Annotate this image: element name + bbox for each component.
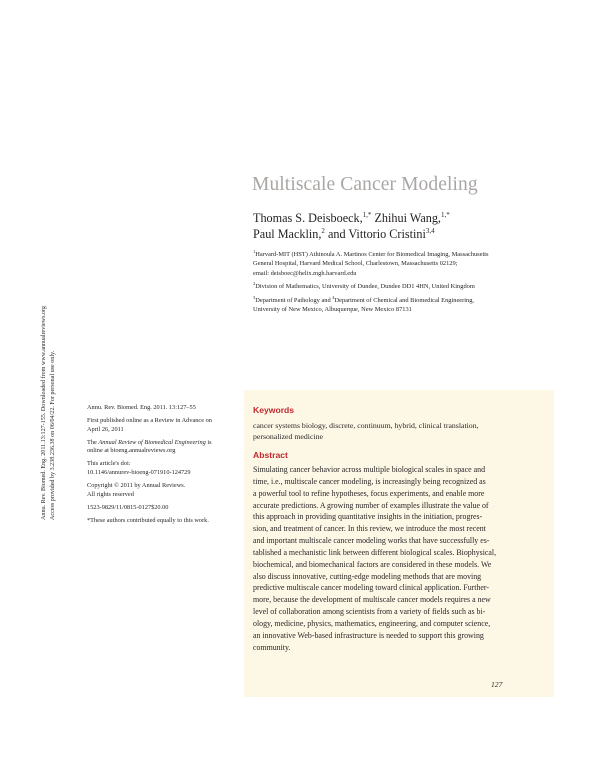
published-date: April 26, 2011 [87,425,124,433]
affiliation-text: Department of Pathology and [255,296,333,304]
issn: 1523-9829/11/0815-0127$20.00 [87,503,169,511]
affiliation-text: Department of Chemical and Biomedical Engineering, [334,296,475,304]
author-name: Thomas S. Deisboeck, [253,211,363,225]
article-info-sidebar [87,404,237,530]
author-affil-mark: 1,* [362,211,372,219]
journal-website[interactable]: online at bioeng.annualreviews.org [87,447,176,455]
author-name: Paul Macklin, [253,227,322,241]
page-number: 127 [491,680,503,689]
download-watermark-line: Access provided by 3.238.236.38 on 06/04/22. For personal use only. [49,350,56,520]
abstract-line: accurate predictions. A growing number of examples illustrate the value of [253,500,489,510]
author-list [253,210,450,242]
affiliation-mark: 4 [332,294,335,300]
doi-link[interactable]: 10.1146/annurev-bioeng-071910-124729 [87,469,191,477]
keywords-line: personalized medicine [253,432,323,441]
copyright: Copyright © 2011 by Annual Reviews. [87,482,186,490]
equal-contribution-footnote: *These authors contributed equally to this work. [87,516,209,524]
abstract-line: community. [253,642,291,652]
abstract-line: time, i.e., multiscale cancer modeling, is increasingly being recognized as [253,476,486,486]
abstract-line: a powerful tool to refine hypotheses, focus experiments, and enable more [253,488,485,498]
abstract-line: level of collaboration among scientists from a variety of fields such as bi- [253,607,486,617]
author-name: Zhihui Wang, [371,211,441,225]
affiliation-mark: 2 [253,281,256,287]
abstract-line: biochemical, and biomechanical factors are considered in these models. We [253,559,492,569]
abstract-line: this approach in providing quantitative insights in the initiation, progres- [253,512,483,522]
abstract-line: predictive multiscale cancer modeling toward clinical application. Further- [253,583,490,593]
affiliation-email: email: deisboec@helix.mgh.harvard.edu [253,269,357,277]
published-online: First published online as a Review in Advance on [87,417,212,425]
abstract-heading: Abstract [253,450,288,460]
abstract-line: and important multiscale cancer modeling works that have successfully es- [253,536,490,546]
abstract-line: Simulating cancer behavior across multiple biological scales in space and [253,465,486,474]
author-line-1 [253,210,450,226]
abstract-line: an innovative Web-based infrastructure is needed to support this growing [253,630,484,640]
abstract-line: ology, medicine, physics, mathematics, engineering, and computer science, [253,618,491,628]
journal-citation: Annu. Rev. Biomed. Eng. 2011. 13:127–55 [87,404,196,411]
affiliation-text: University of New Mexico, Albuquerque, New Mexico 87131 [253,306,412,314]
affiliation-text: General Hospital, Harvard Medical School, Charlestown, Massachusetts 02129; [253,260,458,268]
keywords-line: cancer systems biology, discrete, continuum, hybrid, clinical translation, [253,421,479,430]
affiliation-text: Harvard-MIT (HST) Athinoula A. Martinos Center for Biomedical Imaging, Massachusetts [255,251,489,258]
article-title: Multiscale Cancer Modeling [252,174,478,195]
online-text: is [205,438,212,446]
download-watermark [40,306,57,520]
download-watermark-line: Annu. Rev. Biomed. Eng. 2011.13:127-155. Downloaded from www.annualreviews.org [41,306,47,520]
rights: All rights reserved [87,490,134,498]
abstract-line: also discuss innovative, cutting-edge modeling methods that are moving [253,571,482,581]
abstract-line: more, because the development of multiscale cancer models requires a new [253,595,491,605]
doi-label: This article's doi: [87,460,131,468]
affiliation-mark: 1 [253,249,256,254]
journal-name: Annual Review of Biomedical Engineering [98,438,206,446]
author-line-2 [253,226,450,242]
affiliation-1 [253,250,543,278]
affiliation-2 [253,282,543,291]
online-text: The [87,438,99,446]
affiliation-3 [253,296,543,315]
keywords-heading: Keywords [253,405,295,415]
author-name: and Vittorio Cristini [324,227,426,241]
affiliation-text: Division of Mathematics, University of Dundee, Dundee DD1 4HN, United Kingdom [255,283,475,291]
affiliation-mark: 3 [253,294,256,300]
abstract-text [253,464,496,654]
abstract-line: sion, and treatment of cancer. In this review, we introduce the most recent [253,524,486,534]
keywords-text [253,420,479,442]
author-affil-mark: 2 [321,227,325,235]
abstract-line: tablished a mechanistic link between different biological scales. Biophysical, [253,547,497,557]
affiliations [253,250,543,318]
author-affil-mark: 3,4 [425,227,435,235]
author-affil-mark: 1,* [440,211,450,219]
